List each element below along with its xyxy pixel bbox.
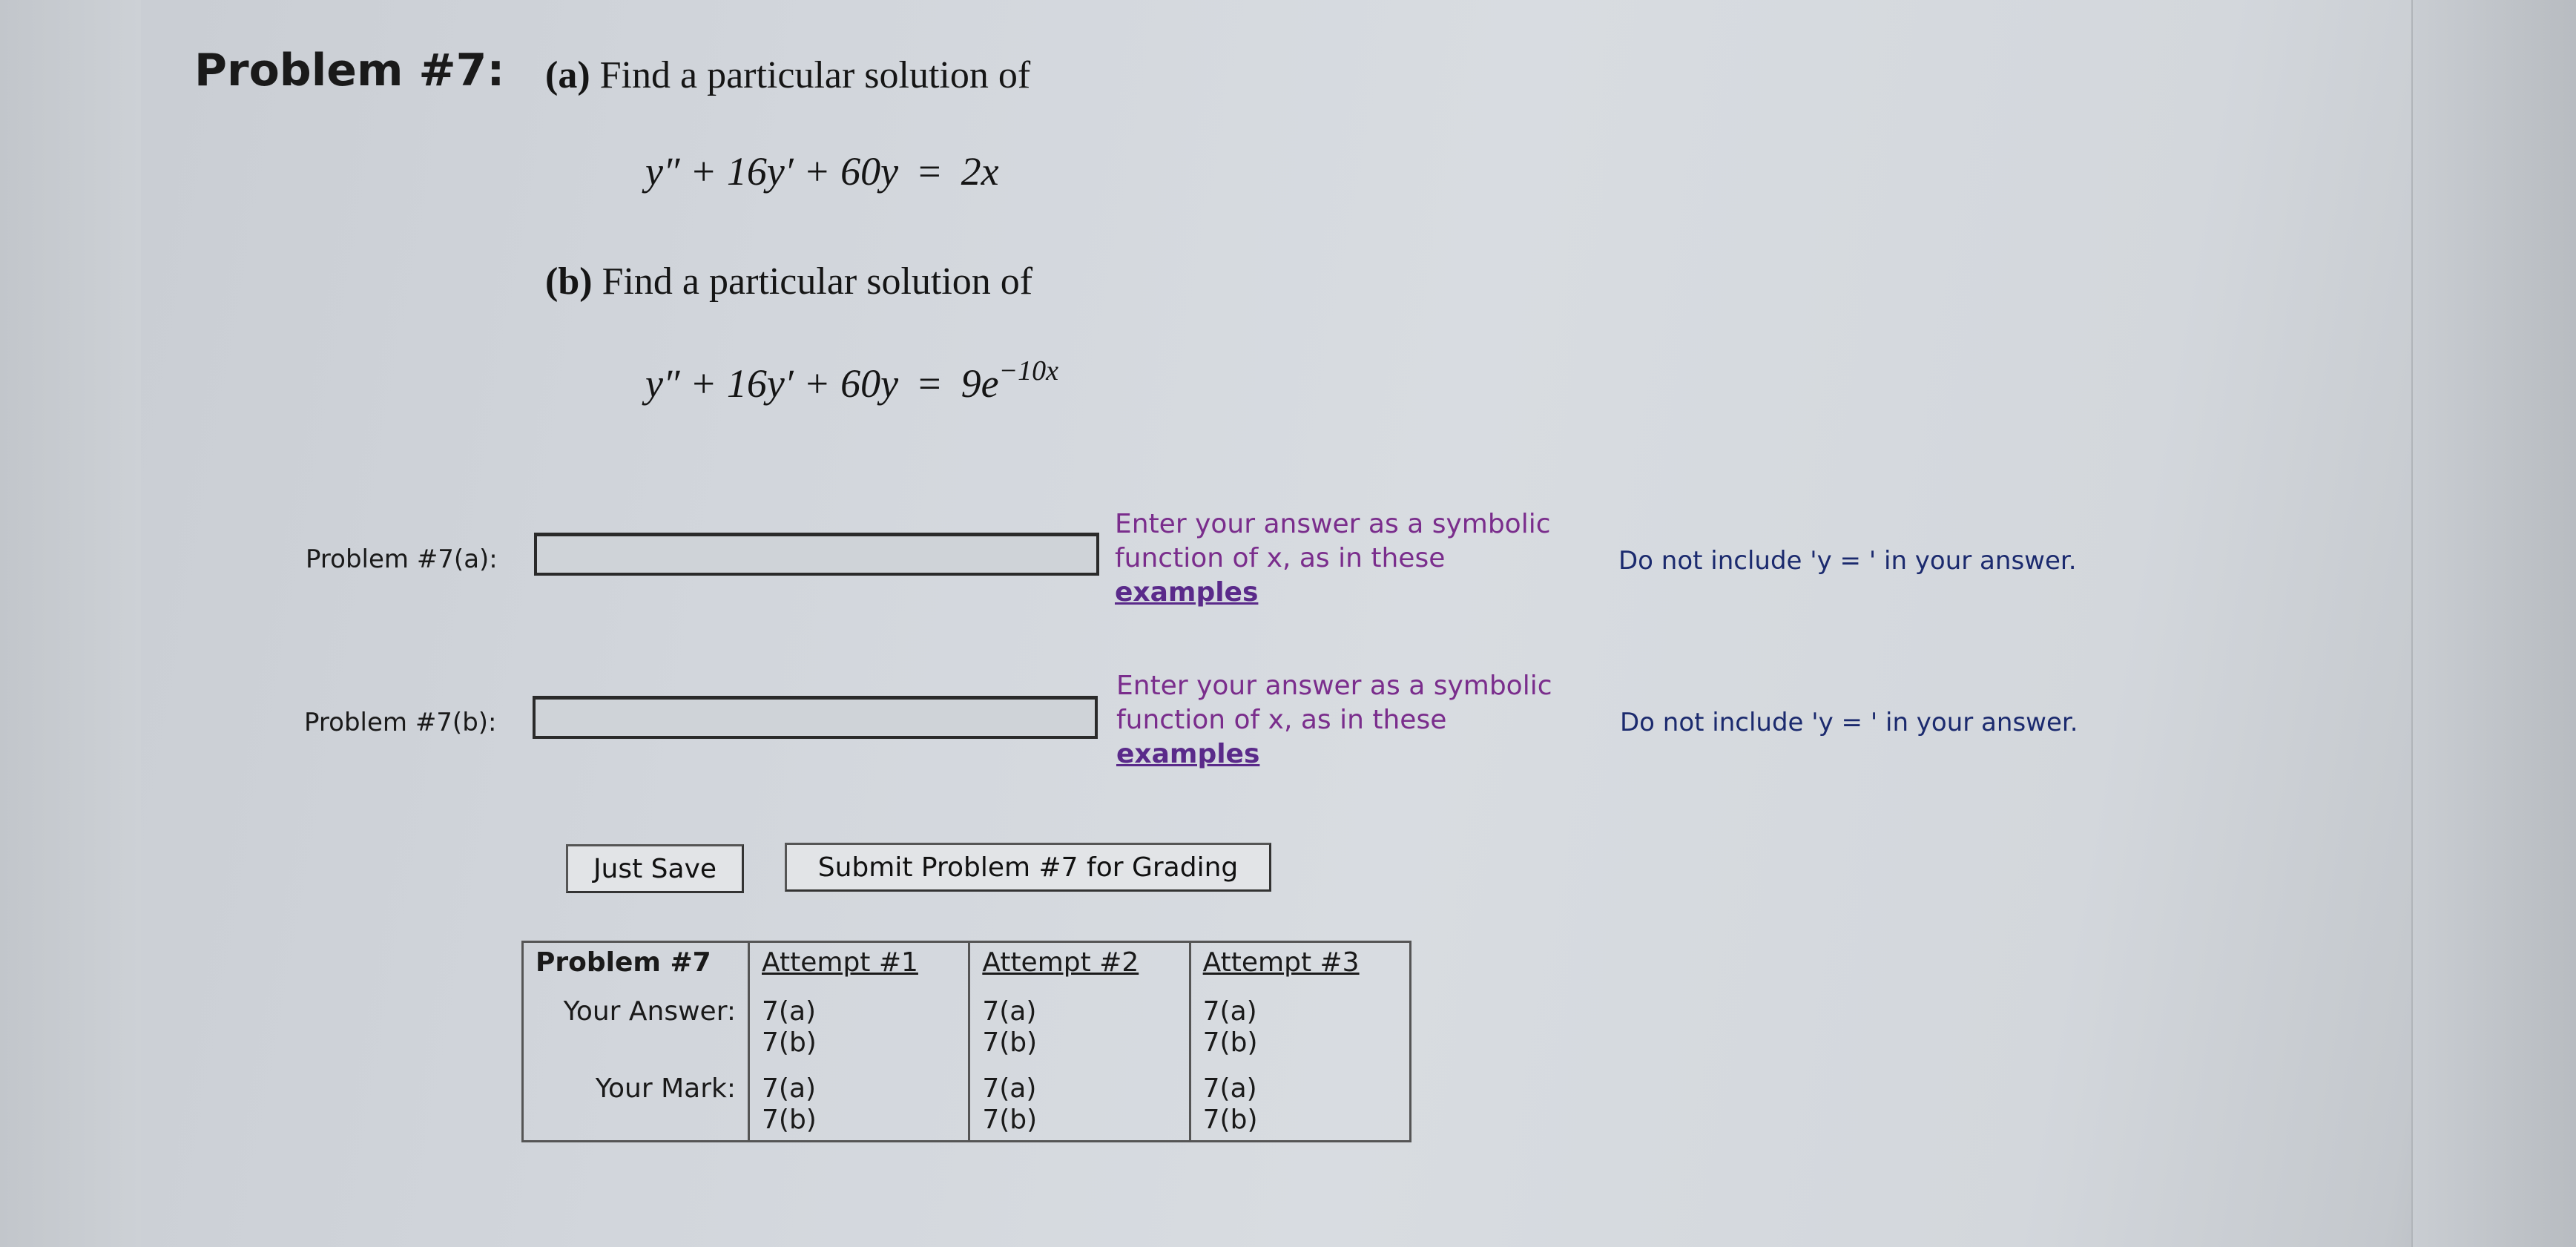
attempt-2-answer-b: 7(b) [982,1027,1038,1058]
answer-a-examples-link[interactable]: examples [1115,577,1259,608]
equation-b [645,355,1059,407]
equation-a-equals: = [918,149,941,194]
attempt-history-table [521,941,1411,1142]
attempt-1-mark-cell [749,1069,969,1142]
answer-b-hint-line2: function of x, as in these [1116,705,1447,735]
attempt-2-mark-a: 7(a) [982,1073,1037,1104]
part-a-prompt [545,53,1030,97]
part-a-text: Find a particular solution of [599,54,1031,96]
history-corner-header: Problem #7 [536,947,711,978]
attempt-1-mark-a: 7(a) [762,1073,817,1104]
your-answer-label: Your Answer: [563,996,736,1027]
answer-b-hint [1116,669,1552,771]
answer-a-hint-line2: function of x, as in these [1115,543,1446,573]
equation-a-rhs: 2x [961,149,999,194]
attempt-3-answer-b: 7(b) [1202,1027,1258,1058]
attempt-2-answer-a: 7(a) [982,996,1037,1027]
attempt-3-answer-cell [1190,992,1410,1069]
attempt-3-mark-a: 7(a) [1202,1073,1257,1104]
part-b-text: Find a particular solution of [602,260,1033,303]
problem-title: Problem #7: [194,45,505,96]
attempt-2-link[interactable]: Attempt #2 [982,947,1139,978]
attempt-3-answer-a: 7(a) [1202,996,1257,1027]
attempt-3-mark-cell [1190,1069,1410,1142]
equation-b-lhs: y″ + 16y′ + 60y [645,361,899,406]
equation-b-rhs-exponent: −10x [998,355,1059,386]
history-attempt-3-header [1190,942,1410,993]
answer-b-hint-line1: Enter your answer as a symbolic [1116,671,1552,701]
attempt-1-link[interactable]: Attempt #1 [762,947,918,978]
answer-a-hint-line1: Enter your answer as a symbolic [1115,509,1551,539]
answer-b-input[interactable] [533,696,1098,739]
page-right-edge [2411,0,2576,1247]
attempt-1-answer-a: 7(a) [762,996,817,1027]
page-left-edge [0,0,141,1247]
equation-a-lhs: y″ + 16y′ + 60y [645,149,899,194]
history-header-row [523,942,1411,993]
answer-a-hint [1115,507,1551,610]
equation-b-rhs-base: 9e [961,361,999,406]
answer-a-input[interactable] [534,533,1099,576]
answer-a-label: Problem #7(a): [306,544,498,574]
attempt-1-answer-b: 7(b) [762,1027,817,1058]
answer-a-note: Do not include 'y = ' in your answer. [1618,546,2077,576]
submit-grading-button[interactable]: Submit Problem #7 for Grading [785,843,1271,892]
history-attempt-1-header [749,942,969,993]
attempt-3-mark-b: 7(b) [1202,1105,1258,1135]
attempt-2-mark-b: 7(b) [982,1105,1038,1135]
attempt-3-link[interactable]: Attempt #3 [1202,947,1360,978]
attempt-2-answer-cell [969,992,1190,1069]
your-mark-label: Your Mark: [595,1073,736,1104]
part-b-prompt [545,260,1032,303]
history-attempt-2-header [969,942,1190,993]
equation-b-equals: = [918,361,941,406]
equation-a [645,148,999,194]
part-a-label: (a) [545,54,590,96]
answer-b-examples-link[interactable]: examples [1116,739,1260,769]
attempt-1-answer-cell [749,992,969,1069]
just-save-button[interactable]: Just Save [566,844,744,893]
attempt-2-mark-cell [969,1069,1190,1142]
answer-b-note: Do not include 'y = ' in your answer. [1620,708,2078,737]
part-b-label: (b) [545,260,593,303]
attempt-1-mark-b: 7(b) [762,1105,817,1135]
history-your-answer-row [523,992,1411,1069]
history-your-mark-row [523,1069,1411,1142]
answer-b-label: Problem #7(b): [304,708,497,737]
